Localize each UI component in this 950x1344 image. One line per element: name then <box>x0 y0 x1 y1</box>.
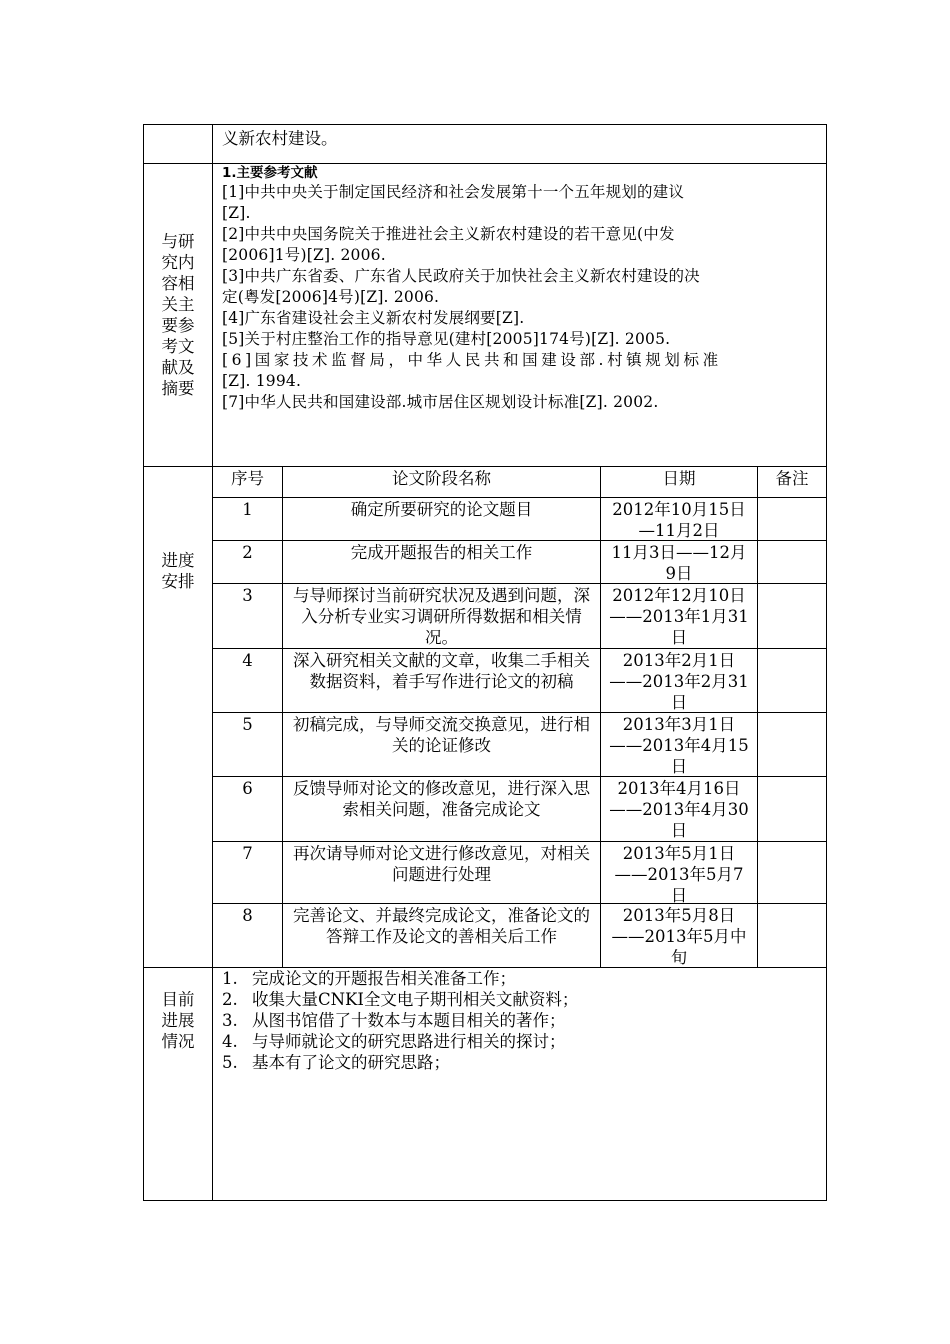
proposal-table <box>143 124 827 1201</box>
row-date: 2013年4月16日——2013年4月30日 <box>609 779 749 840</box>
row-date: 2012年12月10日——2013年1月31日 <box>609 586 749 647</box>
row-stage: 初稿完成，与导师交流交换意见，进行相关的论证修改 <box>293 715 590 755</box>
row-divider <box>212 841 826 842</box>
references-heading: 1.主要参考文献 <box>222 165 318 181</box>
progress-item-number: 2. <box>222 990 238 1009</box>
progress-item-text: 从图书馆借了十数本与本题目相关的著作； <box>252 1011 566 1030</box>
progress-item <box>222 989 578 1010</box>
row-stage: 反馈导师对论文的修改意见，进行深入思索相关问题，准备完成论文 <box>293 779 590 819</box>
row-no: 8 <box>242 906 253 925</box>
progress-item <box>222 1031 578 1052</box>
row-no: 5 <box>242 715 253 734</box>
reference-line: [3]中共广东省委、广东省人民政府关于加快社会主义新农村建设的决 <box>222 267 700 285</box>
progress-item <box>222 1010 578 1031</box>
reference-line: [Z]. <box>222 204 251 222</box>
row-no: 1 <box>242 500 253 519</box>
row-divider <box>144 466 826 467</box>
row-date: 2013年5月8日——2013年5月中旬 <box>611 906 747 967</box>
row-no: 2 <box>242 543 253 562</box>
reference-line: [1]中共中央关于制定国民经济和社会发展第十一个五年规划的建议 <box>222 183 685 201</box>
progress-item-number: 1. <box>222 969 238 988</box>
progress-item-text: 与导师就论文的研究思路进行相关的探讨； <box>252 1032 566 1051</box>
column-divider <box>282 466 283 967</box>
progress-list <box>222 968 578 1073</box>
row-date: 2013年3月1日——2013年4月15日 <box>609 715 749 776</box>
header-stage: 论文阶段名称 <box>392 469 491 488</box>
reference-line: [6]国家技术监督局，中华人民共和国建设部.村镇规划标准 <box>222 351 722 369</box>
row-no: 4 <box>242 651 253 670</box>
reference-line: [2006]1号)[Z]. 2006. <box>222 246 386 264</box>
row-date: 2013年5月1日——2013年5月7日 <box>614 844 744 905</box>
reference-line: [Z]. 1994. <box>222 372 302 390</box>
progress-item-text: 基本有了论文的研究思路； <box>252 1053 450 1072</box>
row-date: 2013年2月1日——2013年2月31日 <box>609 651 749 712</box>
row-date: 11月3日——12月9日 <box>611 543 747 583</box>
progress-item-number: 3. <box>222 1011 238 1030</box>
header-no: 序号 <box>231 469 264 488</box>
progress-item <box>222 968 578 989</box>
reference-line: [2]中共中央国务院关于推进社会主义新农村建设的若干意见(中发 <box>222 225 675 243</box>
reference-line: [5]关于村庄整治工作的指导意见(建村[2005]174号)[Z]. 2005. <box>222 330 671 348</box>
header-note: 备注 <box>775 469 809 488</box>
progress-item-text: 完成论文的开题报告相关准备工作； <box>252 969 516 988</box>
progress-label: 目前进展情况 <box>161 990 195 1051</box>
row-stage: 再次请导师对论文进行修改意见，对相关问题进行处理 <box>293 844 590 884</box>
column-divider <box>600 466 601 967</box>
reference-line: [7]中华人民共和国建设部.城市居住区规划设计标准[Z]. 2002. <box>222 393 659 411</box>
row-divider <box>144 163 826 164</box>
progress-item-number: 5. <box>222 1053 238 1072</box>
row-stage: 深入研究相关文献的文章，收集二手相关数据资料，着手写作进行论文的初稿 <box>293 651 590 691</box>
row-stage: 与导师探讨当前研究状况及遇到问题，深入分析专业实习调研所得数据和相关情况。 <box>293 586 590 647</box>
row-divider <box>212 648 826 649</box>
row-no: 3 <box>242 586 253 605</box>
references-label: 与研究内容相关主要参考文献及摘要 <box>161 232 195 398</box>
progress-item <box>222 1052 578 1073</box>
progress-item-text: 收集大量CNKI全文电子期刊相关文献资料； <box>252 990 579 1009</box>
references-list <box>222 165 822 413</box>
row-no: 7 <box>242 844 253 863</box>
row-stage: 确定所要研究的论文题目 <box>350 500 533 519</box>
row-stage: 完成开题报告的相关工作 <box>350 543 533 562</box>
row-divider <box>212 497 826 498</box>
header-date: 日期 <box>662 469 696 488</box>
row-stage: 完善论文、并最终完成论文，准备论文的答辩工作及论文的善相关后工作 <box>293 906 590 946</box>
reference-line: [4]广东省建设社会主义新农村发展纲要[Z]. <box>222 309 525 327</box>
schedule-label: 进度安排 <box>161 551 195 591</box>
row-date: 2012年10月15日—11月2日 <box>612 500 746 540</box>
column-divider <box>757 466 758 967</box>
reference-line: 定(粤发[2006]4号)[Z]. 2006. <box>222 288 440 306</box>
row-no: 6 <box>242 779 253 798</box>
carried-over-text: 义新农村建设。 <box>222 129 338 148</box>
progress-item-number: 4. <box>222 1032 238 1051</box>
